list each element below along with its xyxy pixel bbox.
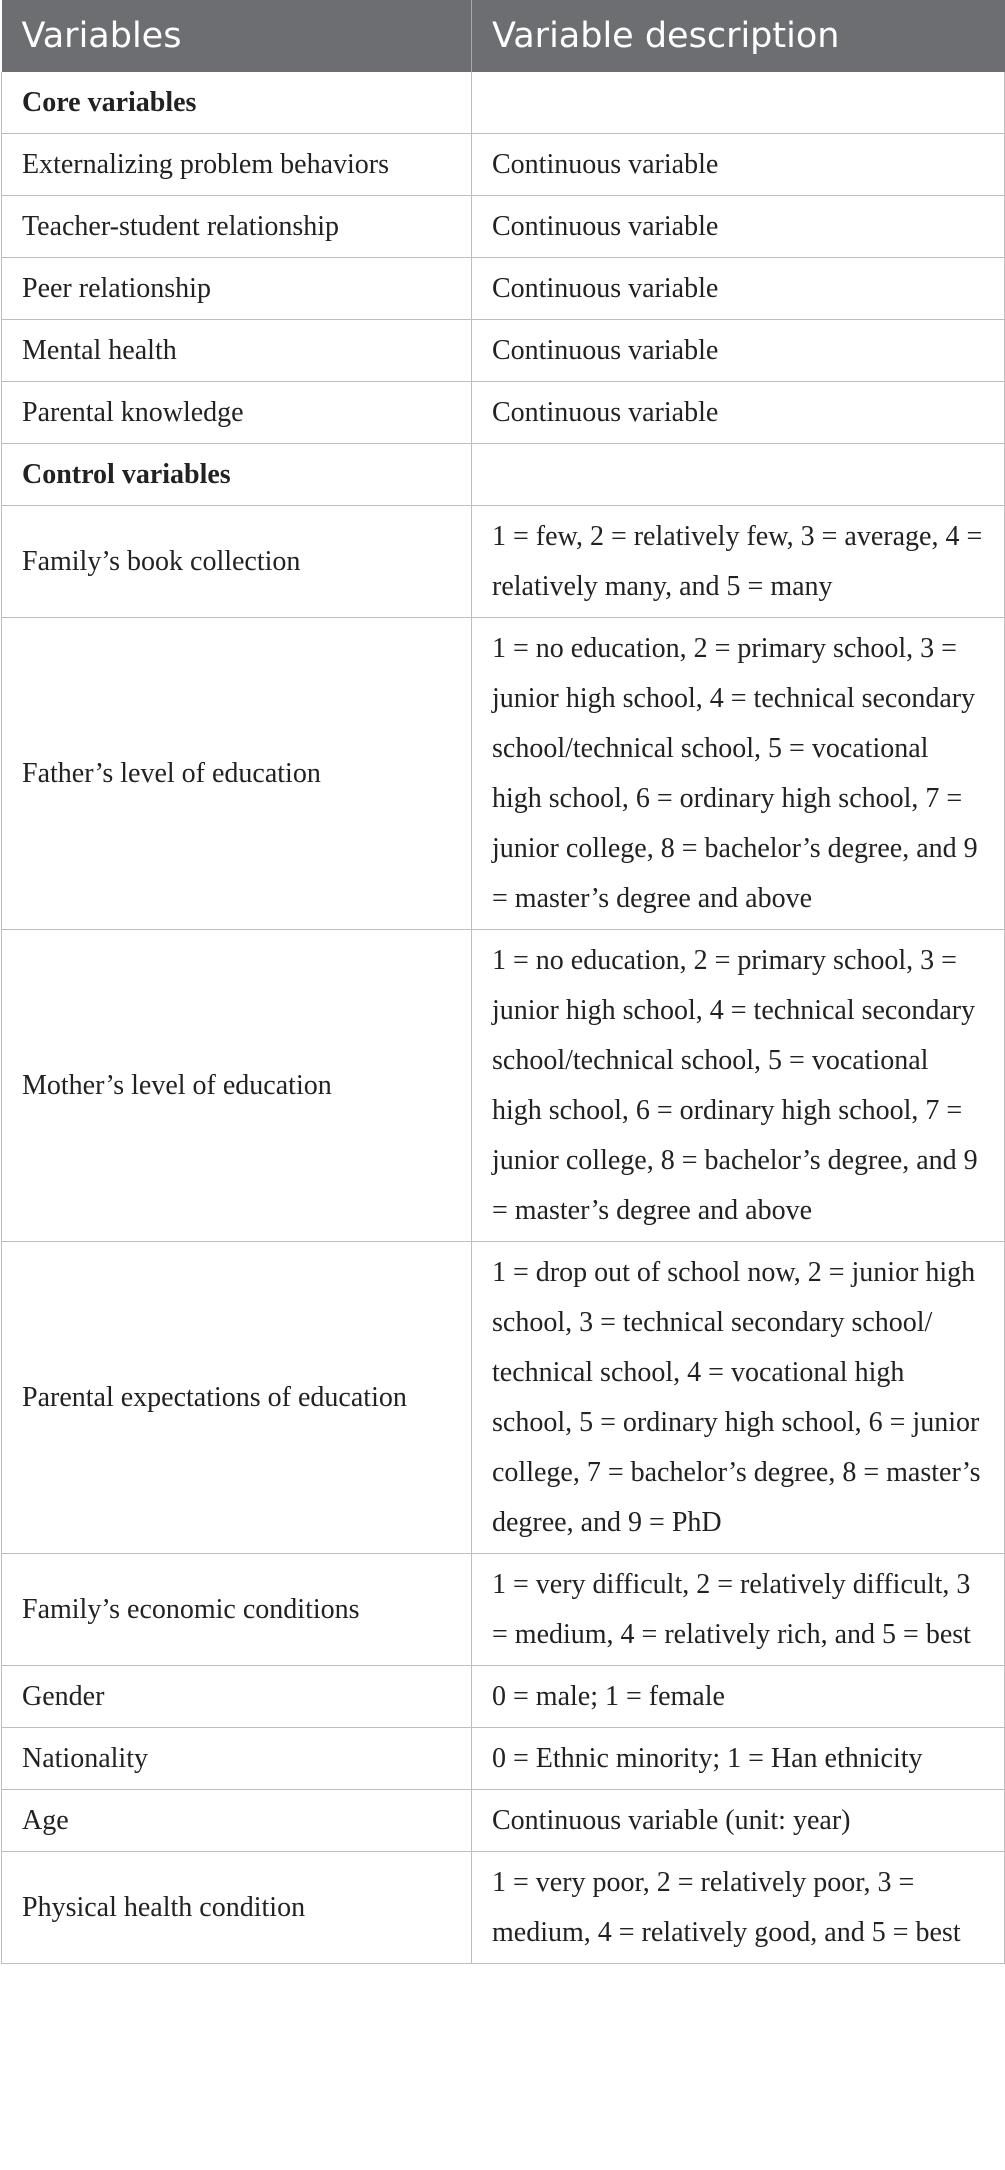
variable-cell: Family’s economic conditions <box>2 1554 472 1666</box>
variable-cell: Age <box>2 1790 472 1852</box>
description-cell: 1 = no education, 2 = primary school, 3 = junior high school, 4 = technical secondary school/technical school, 5 = vocational high school, 6 = ordinary high school, 7 = junior college, 8 = bachelor’s degree, and 9 = master’s degree and above <box>472 618 1005 930</box>
table-header <box>2 0 1005 72</box>
variable-cell: Mental health <box>2 320 472 382</box>
variable-cell: Physical health condition <box>2 1852 472 1964</box>
table-row <box>2 134 1005 196</box>
variable-cell: Teacher-student relationship <box>2 196 472 258</box>
table-row <box>2 1666 1005 1728</box>
table-row <box>2 1242 1005 1554</box>
table-row <box>2 930 1005 1242</box>
header-variable-description: Variable description <box>472 0 1005 72</box>
table-row <box>2 1554 1005 1666</box>
table-row <box>2 196 1005 258</box>
description-cell: Continuous variable <box>472 320 1005 382</box>
variables-table <box>1 0 1005 1964</box>
description-cell: 1 = very poor, 2 = relatively poor, 3 = medium, 4 = relatively good, and 5 = best <box>472 1852 1005 1964</box>
variable-cell: Parental expectations of education <box>2 1242 472 1554</box>
table-row <box>2 506 1005 618</box>
description-cell <box>472 444 1005 506</box>
variable-cell: Parental knowledge <box>2 382 472 444</box>
table-body <box>2 72 1005 1964</box>
description-cell: 0 = male; 1 = female <box>472 1666 1005 1728</box>
table-row <box>2 382 1005 444</box>
description-cell: Continuous variable (unit: year) <box>472 1790 1005 1852</box>
description-cell: Continuous variable <box>472 134 1005 196</box>
description-cell <box>472 72 1005 134</box>
header-row <box>2 0 1005 72</box>
description-cell: Continuous variable <box>472 382 1005 444</box>
description-cell: 1 = no education, 2 = primary school, 3 = junior high school, 4 = technical secondary school/technical school, 5 = vocational high school, 6 = ordinary high school, 7 = junior college, 8 = bachelor’s degree, and 9 = master’s degree and above <box>472 930 1005 1242</box>
section-heading-cell: Core variables <box>2 72 472 134</box>
variable-cell: Family’s book collection <box>2 506 472 618</box>
description-cell: 0 = Ethnic minority; 1 = Han ethnicity <box>472 1728 1005 1790</box>
variable-cell: Mother’s level of education <box>2 930 472 1242</box>
section-heading-cell: Control variables <box>2 444 472 506</box>
table-row <box>2 618 1005 930</box>
description-cell: 1 = drop out of school now, 2 = junior high school, 3 = technical secondary school/ technical school, 4 = vocational high school, 5 = ordinary high school, 6 = junior college, 7 = bachelor’s degree, 8 = master’s degree, and 9 = PhD <box>472 1242 1005 1554</box>
table-row <box>2 1852 1005 1964</box>
variable-cell: Gender <box>2 1666 472 1728</box>
variable-cell: Peer relationship <box>2 258 472 320</box>
table-row <box>2 72 1005 134</box>
table-row <box>2 258 1005 320</box>
variable-cell: Nationality <box>2 1728 472 1790</box>
description-cell: Continuous variable <box>472 258 1005 320</box>
description-cell: Continuous variable <box>472 196 1005 258</box>
table-row <box>2 444 1005 506</box>
variable-cell: Externalizing problem behaviors <box>2 134 472 196</box>
description-cell: 1 = very difficult, 2 = relatively difficult, 3 = medium, 4 = relatively rich, and 5 = best <box>472 1554 1005 1666</box>
table-row <box>2 320 1005 382</box>
description-cell: 1 = few, 2 = relatively few, 3 = average, 4 = relatively many, and 5 = many <box>472 506 1005 618</box>
table-row <box>2 1790 1005 1852</box>
table-row <box>2 1728 1005 1790</box>
header-variables: Variables <box>2 0 472 72</box>
variable-cell: Father’s level of education <box>2 618 472 930</box>
